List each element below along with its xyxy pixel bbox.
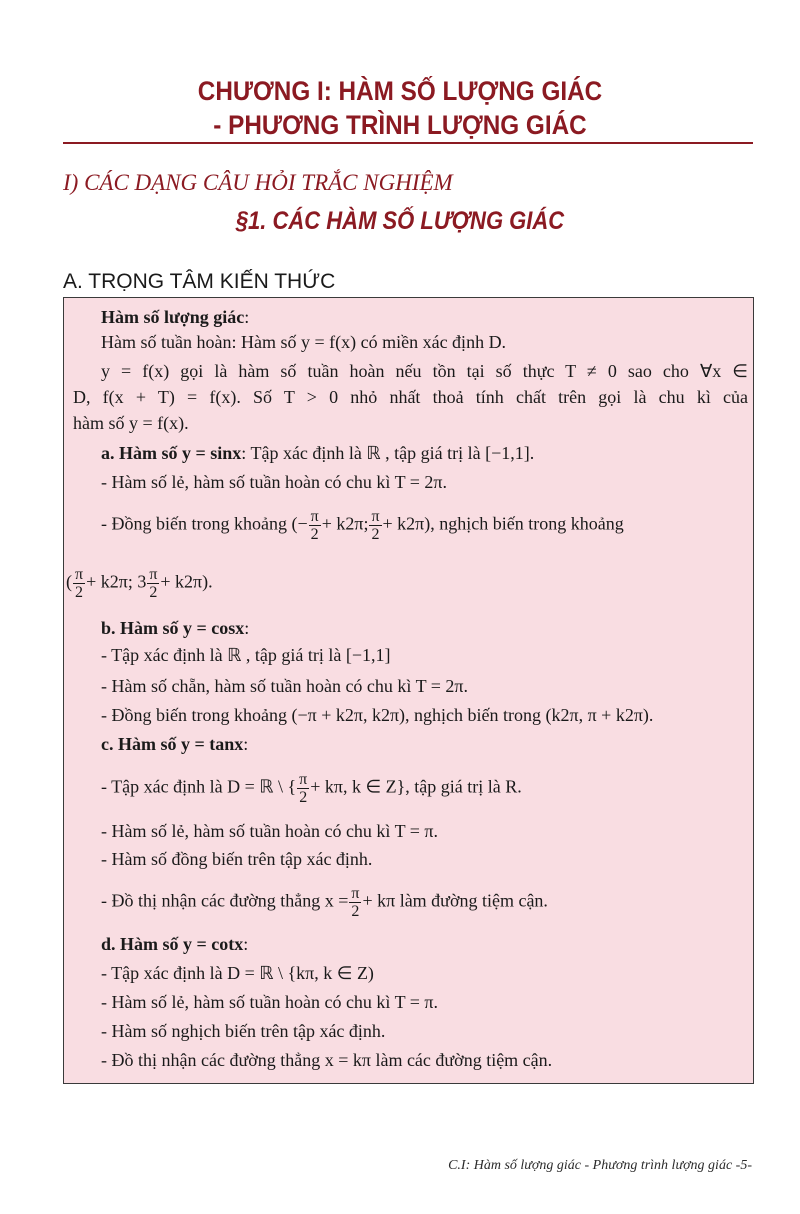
sin-dec-part-b: + k2π; 3 — [86, 571, 147, 592]
box-heading-colon: : — [244, 307, 250, 327]
sin-inc-part-a: - Đồng biến trong khoảng (− — [101, 513, 308, 534]
sin-decreasing — [66, 566, 213, 601]
cot-heading — [101, 933, 248, 955]
periodic-line-4: hàm số y = f(x). — [73, 413, 189, 433]
cot-odd: - Hàm số lẻ, hàm số tuần hoàn có chu kì T = π. — [101, 992, 439, 1012]
page-number: -5- — [735, 1158, 752, 1173]
periodic-line-3: D, f(x + T) = f(x). Số T > 0 nhỏ nhất thoả tính chất trên gọi là chu kì của — [73, 387, 748, 407]
tan-domain-part-b: + kπ, k ∈ Z}, tập giá trị là R. — [310, 776, 522, 797]
cos-even: - Hàm số chẵn, hàm số tuần hoàn có chu kì T = 2π. — [101, 676, 469, 696]
sin-dec-part-a: ( — [66, 571, 72, 592]
fraction-denominator: 2 — [351, 903, 360, 920]
fraction-numerator: π — [75, 566, 84, 583]
cos-title-colon: : — [244, 618, 250, 638]
sin-domain: : Tập xác định là ℝ , tập giá trị là [−1,1]. — [241, 443, 535, 463]
box-heading-text: Hàm số lượng giác — [101, 307, 245, 327]
cot-title-colon: : — [243, 934, 249, 954]
chapter-divider — [63, 142, 753, 144]
part-title: I) CÁC DẠNG CÂU HỎI TRẮC NGHIỆM — [63, 170, 453, 195]
fraction-denominator: 2 — [149, 584, 158, 601]
sin-inc-part-b: + k2π; — [321, 513, 369, 534]
fraction-numerator: π — [351, 885, 360, 902]
fraction-pi-over-2 — [73, 566, 85, 601]
sin-increasing — [101, 508, 624, 543]
fraction-numerator: π — [299, 771, 308, 788]
fraction-pi-over-2 — [369, 508, 381, 543]
fraction-pi-over-2 — [349, 885, 361, 920]
sin-title: a. Hàm số y = sinx — [101, 443, 242, 463]
fraction-denominator: 2 — [75, 584, 84, 601]
cot-asymptote: - Đồ thị nhận các đường thẳng x = kπ làm các đường tiệm cận. — [101, 1050, 553, 1070]
chapter-title — [40, 74, 760, 142]
fraction-pi-over-2 — [309, 508, 321, 543]
cos-title: b. Hàm số y = cosx — [101, 618, 245, 638]
cos-heading — [101, 617, 249, 639]
tan-asym-part-a: - Đồ thị nhận các đường thẳng x = — [101, 890, 349, 911]
sin-heading — [101, 442, 534, 464]
section-title: §1. CÁC HÀM SỐ LƯỢNG GIÁC — [235, 207, 565, 235]
subsection-title: A. TRỌNG TÂM KIẾN THỨC — [63, 270, 336, 293]
tan-monotonic: - Hàm số đồng biến trên tập xác định. — [101, 849, 373, 869]
fraction-numerator: π — [371, 508, 380, 525]
periodic-line-2: y = f(x) gọi là hàm số tuần hoàn nếu tồn tại số thực T ≠ 0 sao cho ∀x ∈ — [101, 361, 748, 381]
sin-dec-part-c: + k2π). — [160, 571, 213, 592]
cos-domain: - Tập xác định là ℝ , tập giá trị là [−1,1] — [101, 645, 391, 665]
fraction-denominator: 2 — [371, 526, 380, 543]
page-footer — [448, 1158, 752, 1174]
cot-monotonic: - Hàm số nghịch biến trên tập xác định. — [101, 1021, 386, 1041]
tan-asymptote — [101, 885, 548, 920]
chapter-title-line1: CHƯƠNG I: HÀM SỐ LƯỢNG GIÁC — [197, 76, 603, 106]
sin-odd: - Hàm số lẻ, hàm số tuần hoàn có chu kì T = 2π. — [101, 472, 448, 492]
knowledge-box — [63, 297, 754, 1084]
cos-monotonic: - Đồng biến trong khoảng (−π + k2π, k2π), nghịch biến trong (k2π, π + k2π). — [101, 705, 654, 725]
fraction-numerator: π — [149, 566, 158, 583]
tan-title: c. Hàm số y = tanx — [101, 734, 244, 754]
cot-domain: - Tập xác định là D = ℝ \ {kπ, k ∈ Z) — [101, 963, 374, 983]
chapter-title-line2: - PHƯƠNG TRÌNH LƯỢNG GIÁC — [213, 110, 587, 140]
tan-asym-part-b: + kπ làm đường tiệm cận. — [362, 890, 548, 911]
footer-text: C.I: Hàm số lượng giác - Phương trình lượng giác — [448, 1158, 733, 1173]
tan-domain — [101, 771, 522, 806]
tan-title-colon: : — [243, 734, 249, 754]
periodic-line-1: Hàm số tuần hoàn: Hàm số y = f(x) có miền xác định D. — [101, 332, 507, 352]
fraction-pi-over-2 — [297, 771, 309, 806]
fraction-denominator: 2 — [310, 526, 319, 543]
cot-title: d. Hàm số y = cotx — [101, 934, 244, 954]
tan-domain-part-a: - Tập xác định là D = ℝ \ { — [101, 776, 297, 797]
tan-heading — [101, 733, 248, 755]
box-heading — [101, 306, 249, 328]
fraction-numerator: π — [310, 508, 319, 525]
sin-inc-part-c: + k2π), nghịch biến trong khoảng — [382, 513, 624, 534]
fraction-denominator: 2 — [299, 789, 308, 806]
fraction-pi-over-2 — [147, 566, 159, 601]
tan-odd: - Hàm số lẻ, hàm số tuần hoàn có chu kì T = π. — [101, 821, 439, 841]
